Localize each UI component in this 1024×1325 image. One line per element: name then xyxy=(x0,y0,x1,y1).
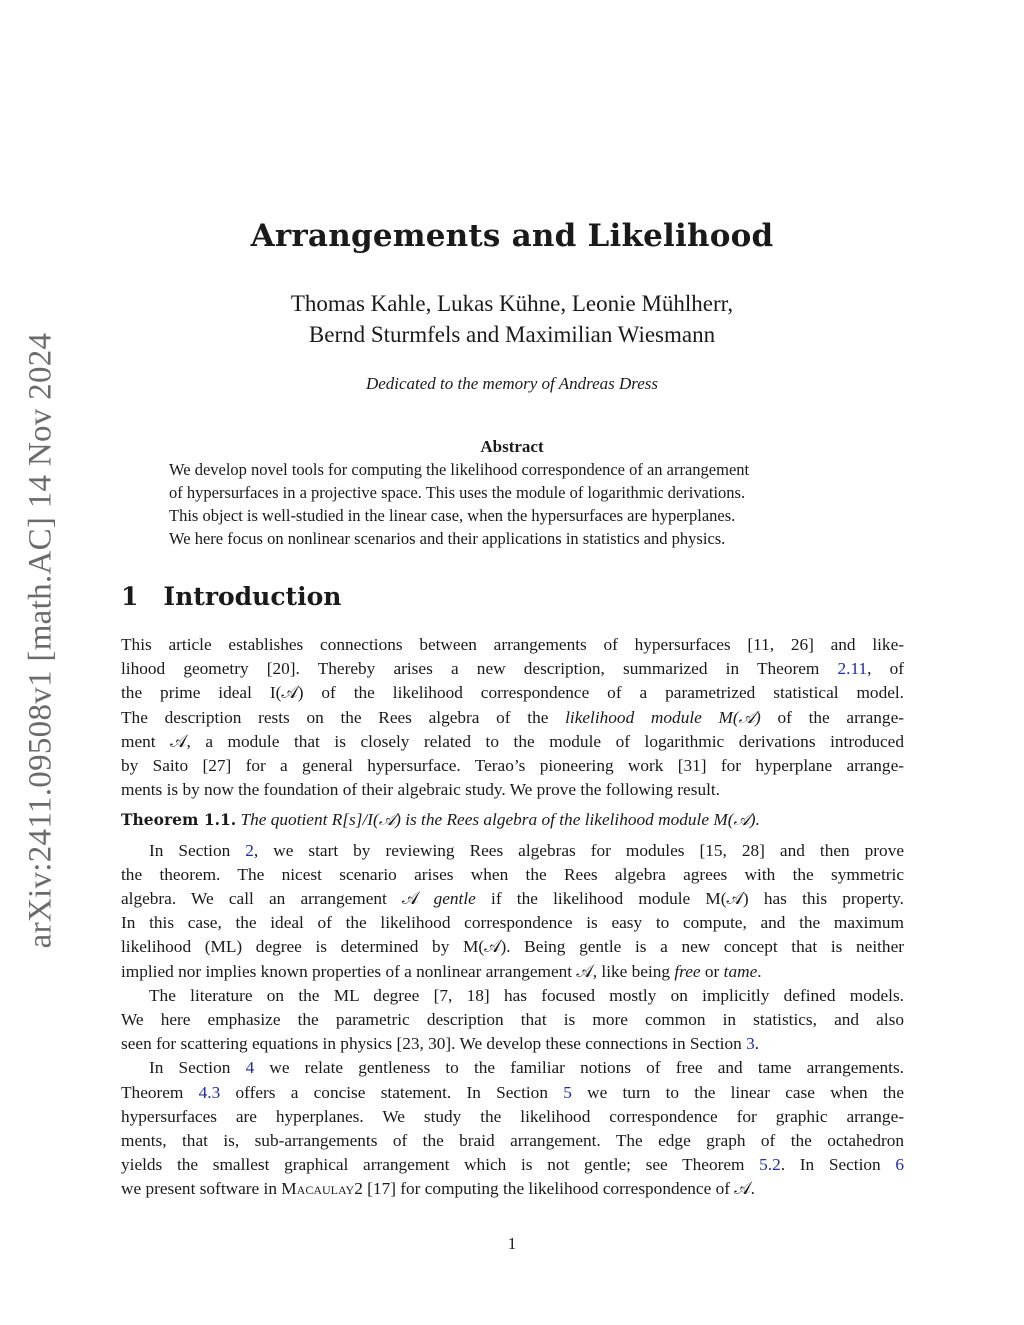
text-segment: of the arrange- xyxy=(760,707,904,727)
text-line xyxy=(121,1153,904,1177)
text-line: ments, that is, sub-arrangements of the braid arrangement. The edge graph of the octahedron xyxy=(121,1131,904,1151)
section-3-link[interactable]: 3 xyxy=(746,1034,755,1054)
text-line: likelihood (ML) degree is determined by M(𝒜). Being gentle is a new concept that is neither xyxy=(121,937,904,957)
abstract-line: of hypersurfaces in a projective space. This uses the module of logarithmic derivations. xyxy=(169,483,746,502)
text-line: In this case, the ideal of the likelihood correspondence is easy to compute, and the maximum xyxy=(121,913,904,933)
paper-title: Arrangements and Likelihood xyxy=(250,218,774,254)
text-line xyxy=(121,706,904,730)
abstract-line: We develop novel tools for computing the likelihood correspondence of an arrangement xyxy=(169,460,750,479)
text-segment: or xyxy=(700,961,724,981)
emphasis-text: tame xyxy=(723,961,758,981)
text-line: We here emphasize the parametric description that is more common in statistics, and also xyxy=(121,1010,904,1030)
emphasis-text: likelihood module M(𝒜) xyxy=(565,707,761,727)
text-line xyxy=(121,839,904,863)
text-line: The literature on the ML degree [7, 18] has focused mostly on implicitly defined models. xyxy=(149,985,904,1005)
section-2-link[interactable]: 2 xyxy=(245,840,254,860)
theorem-statement: The quotient R[s]/I(𝒜) is the Rees algebra of the likelihood module M(𝒜). xyxy=(240,810,760,830)
author-line: Thomas Kahle, Lukas Kühne, Leonie Mühlherr, xyxy=(290,291,734,316)
emphasis-text: gentle xyxy=(433,889,476,909)
intro-paragraph-1 xyxy=(121,633,904,802)
text-segment: , we start by reviewing Rees algebras for modules [15, 28] and then prove xyxy=(253,840,904,860)
text-line xyxy=(121,1056,904,1080)
text-segment: lihood geometry [20]. Thereby arises a new description, summarized in Theorem xyxy=(121,659,838,679)
text-segment: we relate gentleness to the familiar notions of free and tame arrangements. xyxy=(254,1058,904,1078)
arxiv-identifier-stamp xyxy=(10,322,72,958)
text-segment: [17] for computing the likelihood correspondence of 𝒜. xyxy=(362,1179,755,1199)
theorem-1-1 xyxy=(121,808,904,832)
theorem-5-2-link[interactable]: 5.2 xyxy=(759,1155,781,1175)
text-segment: . In Section xyxy=(780,1155,896,1175)
text-segment: The description rests on the Rees algebra of the xyxy=(121,707,566,727)
text-segment: seen for scattering equations in physics [23, 30]. We develop these connections in Section xyxy=(121,1034,747,1054)
theorem-label: Theorem 1.1. xyxy=(121,810,237,830)
text-line: the prime ideal I(𝒜) of the likelihood correspondence of a parametrized statistical model. xyxy=(121,683,904,703)
section-heading xyxy=(121,582,341,611)
section-number: 1 xyxy=(121,582,139,611)
text-segment: offers a concise statement. In Section xyxy=(220,1082,564,1102)
intro-paragraph-3 xyxy=(121,984,904,1057)
text-segment: In Section xyxy=(149,840,246,860)
text-segment: we turn to the linear case when the xyxy=(571,1082,904,1102)
text-segment: . xyxy=(757,961,762,981)
author-list xyxy=(0,288,1024,350)
theorem-2-11-link[interactable]: 2.11 xyxy=(837,659,868,679)
arxiv-identifier-text: arXiv:2411.09508v1 [math.AC] 14 Nov 2024 xyxy=(22,332,59,948)
section-title: Introduction xyxy=(163,582,342,611)
text-line: hypersurfaces are hyperplanes. We study the likelihood correspondence for graphic arrange- xyxy=(121,1106,904,1126)
author-line: Bernd Sturmfels and Maximilian Wiesmann xyxy=(308,322,716,347)
text-line: by Saito [27] for a general hypersurface. Terao’s pioneering work [31] for hyperplane arrange- xyxy=(121,756,904,776)
abstract-line: This object is well-studied in the linear case, when the hypersurfaces are hyperplanes. xyxy=(169,506,736,525)
text-segment: we present software in xyxy=(121,1179,282,1199)
text-line: ment 𝒜, a module that is closely related to the module of logarithmic derivations introduced xyxy=(121,731,904,751)
text-segment: implied nor implies known properties of a nonlinear arrangement 𝒜, like being xyxy=(121,961,675,981)
text-segment: . xyxy=(754,1034,760,1054)
section-5-link[interactable]: 5 xyxy=(563,1082,572,1102)
text-line: the theorem. The nicest scenario arises when the Rees algebra agrees with the symmetric xyxy=(121,864,904,884)
text-segment: Theorem xyxy=(121,1082,199,1102)
text-line xyxy=(121,1081,904,1105)
text-segment: In Section xyxy=(149,1058,246,1078)
text-segment: algebra. We call an arrangement 𝒜 xyxy=(121,889,434,909)
introduction-body xyxy=(121,633,904,1202)
text-segment: if the likelihood module M(𝒜) has this property. xyxy=(475,889,904,909)
software-name: Macaulay2 xyxy=(281,1179,363,1199)
text-line xyxy=(121,1177,904,1201)
intro-paragraph-2 xyxy=(121,839,904,984)
text-line xyxy=(121,887,904,911)
intro-paragraph-4 xyxy=(121,1056,904,1201)
text-line: ments is by now the foundation of their algebraic study. We prove the following result. xyxy=(121,780,721,800)
abstract-body xyxy=(169,458,857,550)
text-segment: yields the smallest graphical arrangement which is not gentle; see Theorem xyxy=(121,1155,760,1175)
section-6-link[interactable]: 6 xyxy=(895,1155,904,1175)
page-number: 1 xyxy=(507,1234,517,1253)
text-line xyxy=(121,657,904,681)
text-line xyxy=(121,1032,904,1056)
text-line: This article establishes connections between arrangements of hypersurfaces [11, 26] and like- xyxy=(121,635,904,654)
text-segment: , of xyxy=(867,659,904,679)
dedication: Dedicated to the memory of Andreas Dress xyxy=(365,374,659,393)
abstract-line: We here focus on nonlinear scenarios and their applications in statistics and physics. xyxy=(169,529,726,548)
abstract-heading: Abstract xyxy=(480,437,544,456)
theorem-4-3-link[interactable]: 4.3 xyxy=(198,1082,221,1102)
emphasis-text: free xyxy=(674,961,701,981)
section-4-link[interactable]: 4 xyxy=(245,1058,255,1078)
text-line xyxy=(121,960,904,984)
